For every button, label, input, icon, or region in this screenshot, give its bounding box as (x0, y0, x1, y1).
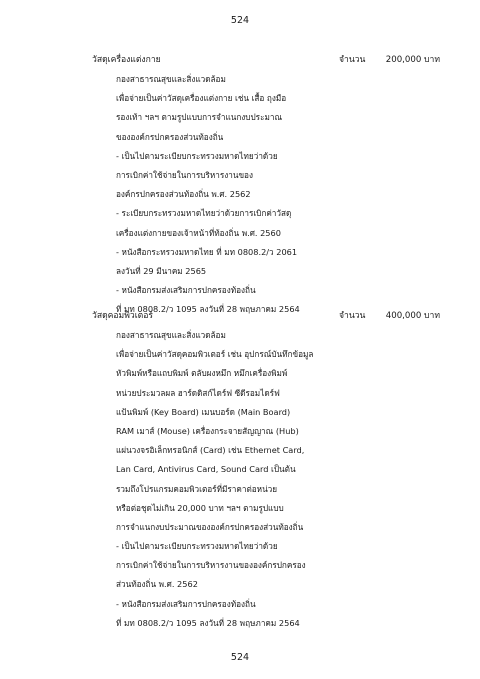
item-title: วัสดุคอมพิวเตอร์ (92, 311, 154, 321)
description-line: ส่วนท้องถิ่น พ.ศ. 2562 (116, 579, 198, 590)
description-line: ที่ มท 0808.2/ว 1095 ลงวันที่ 28 พฤษภาคม 2564 (116, 304, 300, 315)
item-description (0, 70, 480, 319)
description-line: - หนังสือกรมส่งเสริมการปกครองท้องถิ่น (116, 598, 256, 609)
item-header (0, 52, 480, 68)
budget-item-clothing (0, 52, 480, 319)
description-line: ขององค์กรปกครองส่วนท้องถิ่น (116, 131, 224, 142)
quantity-label: จำนวน (339, 311, 366, 321)
item-description (0, 326, 480, 633)
description-line: หรือต่อชุดไม่เกิน 20,000 บาท ฯลฯ ตามรูปแบบ (116, 502, 284, 513)
description-line: แป้นพิมพ์ (Key Board) เมนบอร์ด (Main Board) (116, 406, 291, 417)
description-line: การเบิกค่าใช้จ่ายในการบริหารงานขององค์กรปกครอง (116, 560, 306, 571)
description-line: กองสาธารณสุขและสิ่งแวดล้อม (116, 74, 226, 84)
item-amount: 400,000 บาท (385, 311, 440, 321)
description-line: - ระเบียบกระทรวงมหาดไทยว่าด้วยการเบิกค่าวัสดุ (116, 208, 292, 219)
description-line: - เป็นไปตามระเบียบกระทรวงมหาดไทยว่าด้วย (116, 150, 278, 161)
page-number-top: 524 (230, 15, 250, 26)
description-line: เพื่อจ่ายเป็นค่าวัสดุเครื่องแต่งกาย เช่น เสื้อ ถุงมือ (116, 93, 287, 104)
description-line: เพื่อจ่ายเป็นค่าวัสดุคอมพิวเตอร์ เช่น อุปกรณ์บันทึกข้อมูล (116, 349, 314, 360)
description-line: รวมถึงโปรแกรมคอมพิวเตอร์ที่มีราคาต่อหน่วย (116, 483, 278, 494)
description-line: RAM เมาส์ (Mouse) เครื่องกระจายสัญญาณ (Hub) (116, 425, 299, 436)
description-line: การจำแนกงบประมาณขององค์กรปกครองส่วนท้องถิ่น (116, 521, 304, 532)
description-line: แผ่นวงจรอิเล็กทรอนิกส์ (Card) เช่น Ethernet Card, (116, 445, 305, 456)
description-line: หน่วยประมวลผล ฮาร์ดดิสก์ไดร์ฟ ซีดีรอมไดร์ฟ (116, 387, 280, 398)
description-line: เครื่องแต่งกายของเจ้าหน้าที่ท้องถิ่น พ.ศ. 2560 (116, 227, 281, 238)
item-amount: 200,000 บาท (385, 55, 440, 65)
item-header (0, 308, 480, 324)
description-line: หัวพิมพ์หรือแถบพิมพ์ ตลับผงหมึก หมึกเครื่องพิมพ์ (116, 368, 288, 379)
description-line: - หนังสือกรมส่งเสริมการปกครองท้องถิ่น (116, 285, 256, 296)
description-line: Lan Card, Antivirus Card, Sound Card เป็นต้น (116, 464, 296, 475)
description-line: กองสาธารณสุขและสิ่งแวดล้อม (116, 330, 226, 340)
description-line: องค์กรปกครองส่วนท้องถิ่น พ.ศ. 2562 (116, 189, 251, 200)
item-title: วัสดุเครื่องแต่งกาย (92, 55, 161, 65)
page-number-bottom: 524 (230, 652, 250, 663)
description-line: - หนังสือกระทรวงมหาดไทย ที่ มท 0808.2/ว 2061 (116, 246, 298, 257)
description-line: - เป็นไปตามระเบียบกระทรวงมหาดไทยว่าด้วย (116, 541, 278, 552)
description-line: การเบิกค่าใช้จ่ายในการบริหารงานของ (116, 169, 253, 180)
description-line: รองเท้า ฯลฯ ตามรูปแบบการจำแนกงบประมาณ (116, 112, 283, 123)
quantity-label: จำนวน (339, 55, 366, 65)
description-line: ที่ มท 0808.2/ว 1095 ลงวันที่ 28 พฤษภาคม 2564 (116, 617, 300, 628)
budget-item-computer (0, 308, 480, 633)
description-line: ลงวันที่ 29 มีนาคม 2565 (116, 265, 207, 276)
